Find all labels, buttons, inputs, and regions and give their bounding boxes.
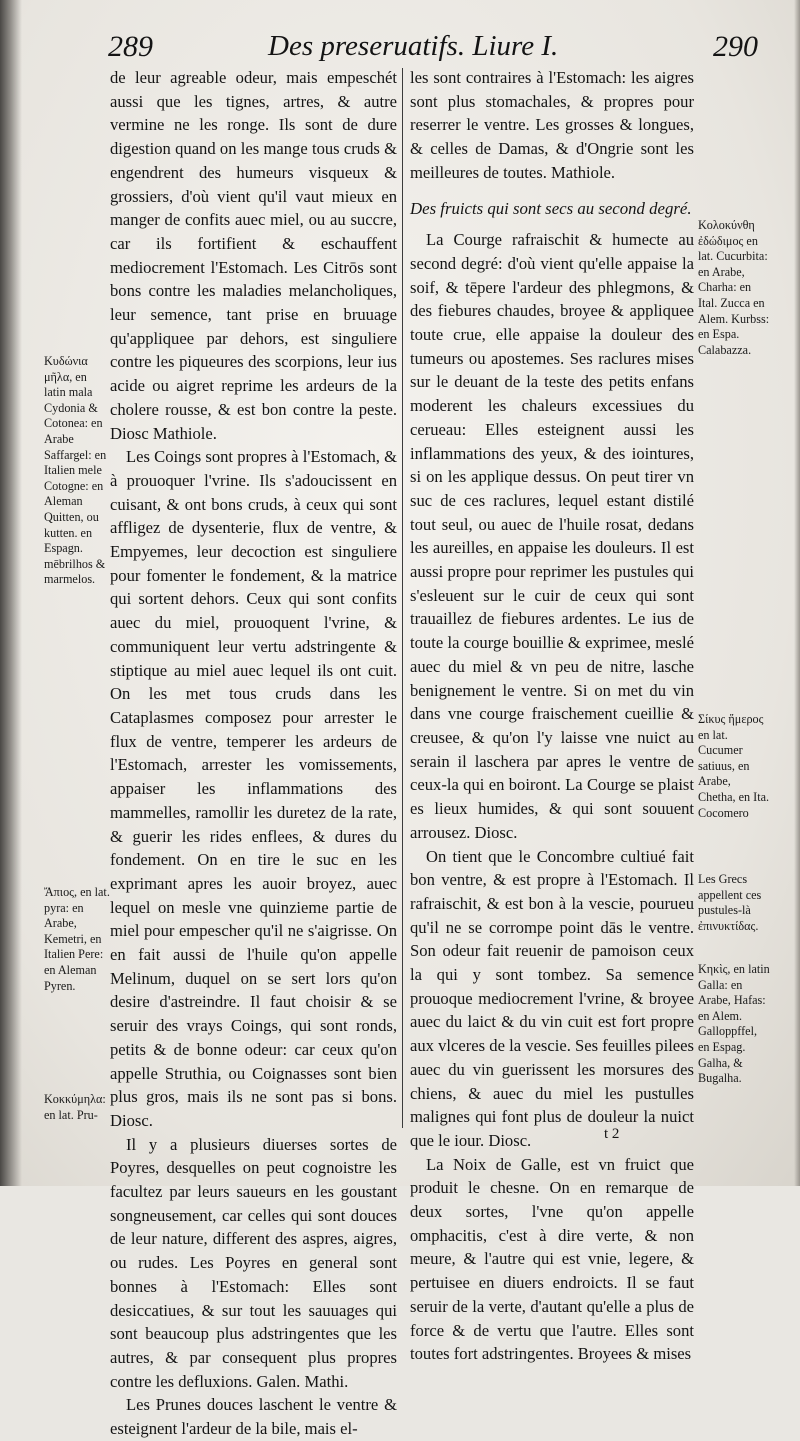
paragraph: les sont contraires à l'Estomach: les aigres sont plus stomachales, & propres pour reserrer le ventre. Les grosses & longues, & celles de Damas, & d'Ongrie sont les meilleures de toutes. Mathiole. xyxy=(410,68,694,182)
paragraph: La Noix de Galle, est vn fruict que produit le chesne. On en remarque de deux sortes, l'vne qu'on appelle omphacitis, c'est à dire verte, & non meure, & l'autre qui est vnie, legere, & pertuisee en diuers endroicts. Il se faut seruir de la verte, d'autant qu'elle a plus de force & de vertu que l'autre. Elles sont toutes fort adstringentes. Broyees & mises xyxy=(410,1154,694,1364)
margin-note-right: Les Grecs appellent ces pustules-là ἐπινυκτίδας. xyxy=(698,872,762,933)
paragraph: de leur agreable odeur, mais empeschét aussi que les tignes, artres, & autre vermine ne les ronge. Ils sont de dure digestion quand on les mange tous cruds & engendrent des humeurs visqueux & grossiers, d'où vient qu'il vaut mieux en manger de confits auec miel, ou au succre, car ils fortifient & eschauffent mediocrement l'Estomach. Les Citrōs sont bons contre les maladies melancholiques, leur semence, tant prise en bruuage qu'appliquee par dehors, est singuliere contre les piqueures des scorpions, leur ius acide ou aigret reprime les ardeurs de la cholere rousse, & est bon contre la peste. Diosc Mathiole. xyxy=(110,68,397,443)
page-number-right: 290 xyxy=(713,30,758,63)
page-edge-shadow xyxy=(794,0,800,1186)
paragraph: Les Coings sont propres à l'Estomach, & à prouoquer l'vrine. Ils s'adoucissent en cuisant, & ont bons cruds, à ceux qui sont affligez de dysenterie, flux de ventre, & Empyemes, leur decoction est singuliere pour fomenter le fondement, & la matrice qui sortent dehors. Ceux qui sont confits auec du miel, prouoquent l'vrine, & communiquent leur vertu adstringente & stiptique au miel auec lequel ils ont cuit. On les met tous cruds dans les Cataplasmes composez pour arrester le flux de ventre, temperer les ardeurs de l'Estomach, arrester les vomissements, appaiser les inflammations des mammelles, ramollir les duretez de la rate, & guerir les rides enflees, & dures du fondement. On en tire le suc en les exprimant apres les auoir broyez, auec lequel on mesle vne quinzieme partie de miel pour empescher qu'il ne s'aigrisse. On en fait aussi de l'huile qu'on appelle Melinum, duquel on se sert lors qu'on desire d'astreindre. Il faut choisir & se seruir des vrays Coings, qui sont ronds, petits & de bonne odeur: car ceux qu'on appelle Struthia, ou Coignasses sont bien plus gros, mais ils ne sont pas si bons. Diosc. xyxy=(110,447,397,1130)
column-rule xyxy=(402,68,403,1128)
paragraph: On tient que le Concombre cultiué fait bon ventre, & est propre à l'Estomach. Il rafraischit, & est bon à la vescie, pourueu qu'il ne se corrompe point dās le ventre. Son odeur fait reuenir de pamoison ceux la qui y sont tombez. Sa semence prouoque mediocrement l'vrine, & broyee auec du laict & du vin cuit est fort propre aux vlceres de la vescie. Ses feuilles pilees auec du vin guerissent les morsures des chiens, & auec du miel les pustulles malignes qui font plus de douleur la nuict que le iour. Diosc. xyxy=(410,846,694,1150)
running-head xyxy=(108,30,758,70)
right-column xyxy=(410,66,694,1366)
signature-mark: t 2 xyxy=(604,1126,620,1142)
margin-note-left: Κυδώνια μῆλα, en latin mala Cydonia & Cotonea: en Arabe Saffargel: en Italien mele Cotogne: en Aleman Quitten, ou kutten. en Espagn. mēbrilhos & marmelos. xyxy=(44,354,107,587)
margin-note-right: Κολοκύνθη ἐδώδιμος en lat. Cucurbita: en Arabe, Charha: en Ital. Zucca en Alem. Kurbss: en Espa. Calabazza. xyxy=(698,218,770,357)
margin-note-right: Κηκὶς, en latin Galla: en Arabe, Hafas: en Alem. Galloppffel, en Espag. Galha, & Bugalha. xyxy=(698,962,770,1086)
margin-note-left: Ἄπιος, en lat. pyra: en Arabe, Kemetri, en Italien Pere: en Aleman Pyren. xyxy=(44,885,110,993)
paragraph: Les Prunes douces laschent le ventre & esteignent l'ardeur de la bile, mais el- xyxy=(110,1395,397,1439)
page-title: Des preseruatifs. Liure I. xyxy=(268,30,559,62)
paragraph: La Courge rafraischit & humecte au second degré: d'où vient qu'elle appaise la soif, & tēpere l'ardeur des phlegmons, & des fiebures chaudes, broyee & appliquee toute crue, elle appaise la douleur des tumeurs ou apostemes. Ses raclures mises sur le deuant de la teste des petits enfans moderent les chaleurs excessiues du cerueau: Elles esteignent aussi les inflammations des yeux, & des iointures, si on les applique dessus. On peut tirer vn suc de ces raclures, lequel estant distilé tout seul, ou auec de l'huile rosat, dedans les aureilles, en appaise les douleurs. Il est aussi propre pour reprimer les pustules qui s'esleuent sur le cuir de ceux qui sont trauaillez de fiebures ardentes. Le ius de toute la courge bouillie & exprimee, meslé auec du miel & vn peu de nitre, lasche benignement le ventre. Si on met du vin dans vne courge fraischement cueillie & creusee, & qu'on l'y laisse vne nuict au serain il laschera par apres le ventre de ceux-la qui en boiront. La Courge se plaist es lieux humides, & qui sont souuent arrousez. Diosc. xyxy=(410,230,694,842)
margin-note-left: Κοκκύμηλα: en lat. Pru- xyxy=(44,1092,106,1122)
section-heading: Des fruicts qui sont secs au second degré. xyxy=(410,198,692,218)
left-column xyxy=(110,66,397,1441)
page-number-left: 289 xyxy=(108,30,153,63)
margin-note-right: Σίκυς ἥμερος en lat. Cucumer satiuus, en Arabe, Chetha, en Ita. Cocomero xyxy=(698,712,770,820)
gutter-shadow xyxy=(0,0,22,1186)
paragraph: Il y a plusieurs diuerses sortes de Poyres, desquelles on peut cognoistre les facultez par leurs saueurs en les goustant songneusement, car celles qui sont douces de leur nature, different des aspres, aigres, ou rudes. Les Poyres en general sont bonnes à l'Estomach: Elles sont desiccatiues, & sur tout les sauuages qui sont beaucoup plus adstringentes que les autres, & par consequent plus propres contre les defluxions. Galen. Mathi. xyxy=(110,1134,397,1391)
